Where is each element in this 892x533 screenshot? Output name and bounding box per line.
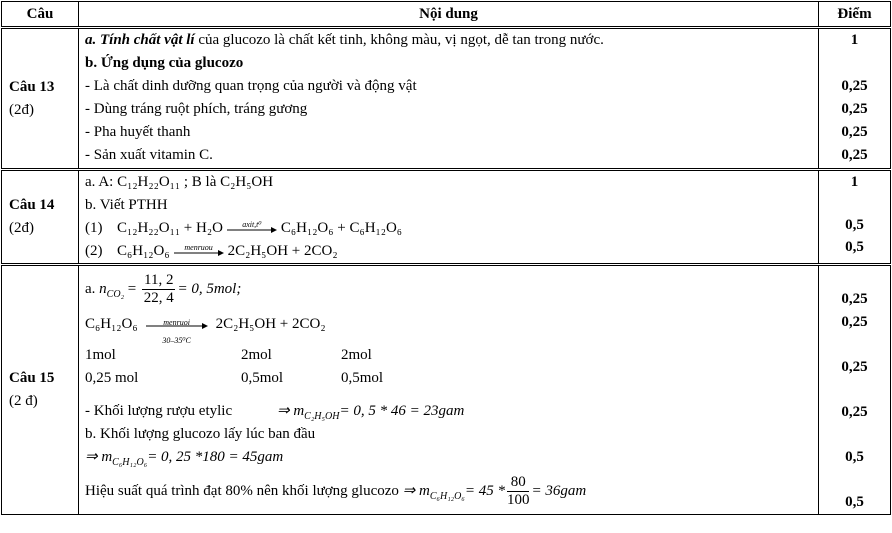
q13-score-1: 0,25 <box>841 78 868 94</box>
q14-eq2-num: (2) <box>85 243 103 259</box>
q15-hs-sub: C₆H₁₂O₆ <box>429 491 465 502</box>
q15-gluc-result: = 0, 25 *180 = 45gam <box>147 449 284 465</box>
q15-score-2: 0,25 <box>841 314 868 330</box>
q15-gluc-sub: C₆H₁₂O₆ <box>112 457 148 468</box>
q14-score-2: 0,5 <box>845 239 864 255</box>
q15-row-025 <box>79 367 818 390</box>
q15-n: n <box>99 281 107 297</box>
q14-points: (2đ) <box>9 220 34 236</box>
q15-eq <box>79 310 818 345</box>
q15-number: Câu 15 <box>9 370 55 386</box>
row-q13 <box>2 28 891 170</box>
q13-score-3: 0,25 <box>841 124 868 140</box>
q13-item-2: - Dùng tráng ruột phích, tráng gương <box>85 101 308 117</box>
q13-a-line <box>79 29 818 52</box>
q14-eq1-num: (1) <box>85 220 103 236</box>
header-row <box>2 2 891 28</box>
q15-cond-top: menruoi <box>163 317 190 327</box>
arrow-icon <box>174 242 224 259</box>
q14-a-line: a. A: C₁₂H₂₂O₁₁ ; B là C₂H₅OH <box>85 174 274 190</box>
q15-fraction <box>142 272 175 307</box>
q15-ruou-m: ⇒ m <box>277 403 305 419</box>
q14-eq2-cond: menruou <box>184 242 213 252</box>
q13-a-label: a. Tính chất vật lí <box>85 32 195 48</box>
q15-ruou-sub: C₂H₅OH <box>304 411 340 422</box>
arrow-icon <box>146 317 208 345</box>
q13-number: Câu 13 <box>9 78 55 95</box>
q15-points: (2 đ) <box>9 393 38 409</box>
row-q15 <box>2 265 891 515</box>
q15-eq-right: 2C₂H₅OH + 2CO₂ <box>215 316 326 332</box>
q14-eq2-left: C₆H₁₂O₆ <box>117 243 170 259</box>
q13-b-label: b. Ứng dụng của glucozo <box>85 55 244 71</box>
q14-scores <box>819 170 891 265</box>
q15-score-1: 0,25 <box>841 291 868 307</box>
q13-scores <box>819 28 891 170</box>
arrow-icon <box>227 219 277 236</box>
q15-hs-mid: = 45 * <box>464 483 505 499</box>
q14-eq1-left: C₁₂H₂₂O₁₁ + H₂O <box>117 220 223 236</box>
q15-row-1mol <box>79 344 818 367</box>
q13-content <box>79 28 819 170</box>
q13-label-cell <box>2 28 79 170</box>
q15-hieu-suat-line <box>79 471 818 511</box>
q15-gluc-line <box>79 446 818 469</box>
q15-eq-left: C₆H₁₂O₆ <box>85 316 138 332</box>
q15-score-6: 0,5 <box>845 494 864 510</box>
row-q14 <box>2 170 891 265</box>
q15-1mol-c: 2mol <box>341 347 372 363</box>
q14-eq2-right: 2C₂H₅OH + 2CO₂ <box>227 243 338 259</box>
q13-score-4: 0,25 <box>841 147 868 163</box>
q15-ruou-label: - Khối lượng rượu etylic <box>85 403 233 419</box>
q14-score-1: 0,5 <box>845 217 864 233</box>
q13-score-a: 1 <box>850 32 859 48</box>
q15-frac-den: 22, 4 <box>143 290 174 307</box>
q13-points: (2đ) <box>9 101 34 118</box>
q13-item-3: - Pha huyết thanh <box>85 124 191 140</box>
header-diem: Điểm <box>819 2 891 28</box>
q15-025-c: 0,5mol <box>341 370 384 386</box>
q15-ruou-result: = 0, 5 * 46 = 23gam <box>339 403 465 419</box>
q15-025-b: 0,5mol <box>241 370 284 386</box>
q14-eq2 <box>79 240 818 263</box>
q15-ruou-line <box>79 400 818 423</box>
q15-1mol-b: 2mol <box>241 347 272 363</box>
q15-hs-frac-num: 80 <box>507 474 530 492</box>
q15-a-line: a. $n_{CO_2}$ = $\frac{11, 2}{22, 4}$ = 0, 5mol; <box>85 272 242 307</box>
q13-score-2: 0,25 <box>841 101 868 117</box>
q14-eq1-right: C₆H₁₂O₆ + C₆H₁₂O₆ <box>280 220 403 236</box>
q15-a-prefix: a. <box>85 281 96 297</box>
q15-1mol-a: 1mol <box>85 347 116 363</box>
q15-gluc-m: ⇒ m <box>85 449 113 465</box>
q15-frac-num: 11, 2 <box>144 272 174 289</box>
q15-n-sub: CO₂ <box>106 289 125 300</box>
q14-content <box>79 170 819 265</box>
q14-score-a: 1 <box>850 174 859 190</box>
q15-label-cell <box>2 265 79 515</box>
q15-score-4: 0,25 <box>841 404 868 420</box>
q15-score-3: 0,25 <box>841 359 868 375</box>
q15-cond-bottom: 30–35⁰C <box>162 335 191 345</box>
header-noi-dung: Nội dung <box>79 2 819 28</box>
q14-number: Câu 14 <box>9 197 55 213</box>
grading-table <box>1 1 891 515</box>
q15-hs-frac-den: 100 <box>506 492 530 509</box>
q13-a-text: của glucozo là chất kết tinh, không màu, vị ngọt, dễ tan trong nước. <box>194 32 604 48</box>
q15-n-result: = 0, 5mol; <box>177 281 242 297</box>
q15-b-line: b. Khối lượng glucozo lấy lúc ban đầu <box>85 426 316 442</box>
q15-hs-m: ⇒ m <box>402 483 430 499</box>
q15-scores <box>819 265 891 515</box>
q15-score-5: 0,5 <box>845 449 864 465</box>
q14-eq1-cond: axit,t⁰ <box>242 219 262 229</box>
q14-b-line: b. Viết PTHH <box>85 197 168 213</box>
q13-item-4: - Sản xuất vitamin C. <box>85 147 213 163</box>
q14-label-cell <box>2 170 79 265</box>
q15-hieu-suat-text: Hiệu suất quá trình đạt 80% nên khối lượng glucozo <box>85 483 399 499</box>
header-cau: Câu <box>2 2 79 28</box>
q15-content <box>79 265 819 515</box>
q15-025-a: 0,25 mol <box>85 370 139 386</box>
q13-item-1: - Là chất dinh dưỡng quan trọng của người và động vật <box>85 78 417 94</box>
q15-hs-result: = 36gam <box>531 483 587 499</box>
q15-hs-fraction <box>507 474 530 509</box>
